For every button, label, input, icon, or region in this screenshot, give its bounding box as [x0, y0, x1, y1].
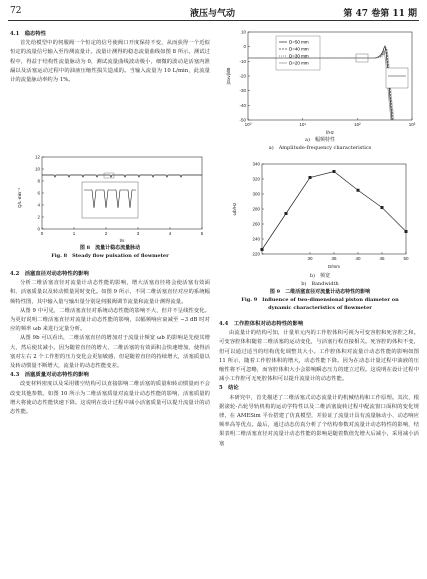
fig9a-ytick-label: 0	[243, 44, 246, 50]
fig8-chart	[14, 152, 210, 244]
fig9-caption	[222, 272, 418, 312]
fig9b-ytick-label: 280	[252, 206, 260, 212]
fig9-caption-cn: 图 9 二维活塞直径对流量计动态特性的影响	[269, 289, 371, 295]
fig9b-data-point	[405, 230, 408, 233]
issue-label: 第 47 卷第 11 期	[343, 9, 417, 19]
fig9a-ylabel: |Gxv|/dB	[226, 67, 231, 85]
section-4-1-paragraph: 首先给模型中的伺服阀一个恒定的信号使阀口开度保持不变，从而获得一个近似恒定的流量信号输入至待测流量计。流量计测得的稳态流量曲线如图 8 所示。测试过程中，得益于结构性流量脉动为 0，测试流量曲线波动极小，细微的波动是活塞内泄漏以及活塞运动过程中的油液压缩性损失造成的。当输入流量为 10 L/min，此流量计的流量脉动率约为 1%。	[10, 40, 210, 84]
fig9a-xtick-label: 10¹	[299, 122, 306, 127]
fig8-zoom-marker	[104, 173, 114, 178]
fig8-caption-en: Fig. 8 Steady flow pulsation of flowmeter	[51, 253, 169, 259]
fig9b-ylabel: ωb/Hz	[232, 202, 237, 216]
fig9b-ytick-label: 240	[252, 236, 260, 242]
fig9a-xtick-label: 10³	[408, 122, 416, 127]
fig9a-ytick-label: -10	[239, 58, 246, 64]
fig9b-data-point	[357, 189, 360, 192]
fig9a-legend-2: D=40 mm	[289, 46, 309, 52]
fig8-zoom-inset	[82, 182, 138, 218]
fig9b-sub-en: b) Bandwidth	[301, 281, 339, 287]
fig9b-data-point	[285, 212, 288, 215]
fig9b-ytick-label: 340	[252, 161, 260, 167]
fig8-ytick-label: 2	[37, 214, 40, 220]
section-4-2-p3: 从图 9b 可以看出，二维活塞直径的增加对于流量计频宽 ωb 的影响是先使其增大，然后使其减小。因为随着直径的增大，二维活塞的有效面积会快速增加，使得活塞对左右 2 个工作腔的压力变化会更加敏感，但是随着直径的持续增大，活塞质量以及转动惯量不断增大，流量计的动态性能变差。	[10, 335, 210, 370]
fig8-ytick-label: 8	[37, 178, 40, 184]
fig8-ytick-label: 4	[37, 202, 40, 208]
fig9b-data-point	[381, 206, 384, 209]
fig9a-legend-1: D=50 mm	[289, 39, 309, 45]
fig8-ytick-label: 6	[37, 190, 40, 196]
fig9-caption-en2: dynamic characteristics of flowmeter	[268, 305, 372, 311]
fig9b-xtick-label: 30	[307, 256, 313, 261]
fig9b-xtick-label: 50	[403, 256, 409, 261]
section-4-1-title: 4.1 稳态特性	[10, 31, 47, 37]
section-4-4-p1: 由流量计的结构可知，计量单元内的工作腔体积可视为可变容腔和死容腔之和。可变容腔体积随着二维活塞的运动变化，与活塞行程直接相关。死容腔的体积不变，但可以通过适当的结构优化调整其大小。工作腔体积对流量计动态性能的影响如图 11 所示，随着工作腔体积的增大，动态性能下降。因为在动态计量过程中油液的压缩性将不可忽略，而容腔体积大小会影响瞬态压力的建立过程。这说明在设计过程中减小工作腔可无死腔体积可以提升流量计的动态性能。	[219, 330, 419, 383]
fig8-caption	[10, 244, 210, 260]
fig8-xtick-label: 2	[104, 231, 108, 236]
fig8-xtick-label: 4	[168, 231, 172, 236]
fig8-xlabel: t/s	[119, 238, 125, 243]
left-column	[10, 30, 210, 85]
fig9b-xtick-label: 45	[379, 256, 385, 261]
fig9a-xlabel: f/Hz	[325, 130, 335, 135]
fig9b-ytick-label: 320	[252, 176, 260, 182]
fig9b-ytick-label: 260	[252, 221, 260, 227]
section-4-2-title: 4.2 活塞直径对动态特性的影响	[10, 271, 89, 277]
fig9a-ytick-label: -30	[239, 88, 246, 94]
fig9b-xlabel: D/mm	[328, 264, 340, 269]
page-number: 72	[10, 6, 22, 16]
fig9b-series-line	[262, 172, 406, 250]
section-5-title: 5 结论	[219, 385, 239, 392]
header-rule	[8, 20, 419, 21]
fig9a-zoom-inset	[386, 68, 408, 88]
fig8-xtick-label: 0	[40, 231, 44, 236]
section-4-2-p2: 从图 9 中可见，二维活塞直径对系统动态性能的影响不大，但并不呈线性变化。为更好说明二维活塞直径对流量计动态性能的影响，以幅频响应衰减至 −3 dB 时对应的频率 ωb 来进行定量分析。	[10, 307, 210, 333]
fig9a-ytick-label: 10	[240, 29, 246, 35]
fig8-ytick-label: 10	[34, 166, 40, 172]
fig8-caption-cn: 图 8 流量计稳态流量脉动	[79, 245, 141, 251]
section-5-p1: 本研究中，首先描述了二维活塞式动态流量计的机械结构和工作原理。其次，根据滚轮-凸轮导轨机构的运动学特性以及二维活塞旋转过程中配流窗口面积的变化规律，在 AMESim 平台搭建了仿真模型，并验证了流量计具有流量脉动小、动态响应频率高等优点。最后，通过动态仿真分析了个结构参数对流量计动态特性的影响，结果表明二维活塞直径对流量计动态性能的影响是随着数值先增大后减小，采用减小活塞	[219, 394, 419, 447]
fig9b-ytick-label: 220	[252, 251, 260, 257]
fig9b-data-point	[309, 176, 312, 179]
fig8-xtick-label: 5	[200, 231, 204, 236]
section-4-3-p1: 改变材料密度以及采用镂空结构可以直接影响二维活塞的质量和转动惯量而不会改变其他参数。如图 10 所示为二维活塞质量对流量计动态性能的影响，活塞质量的增大将使动态性能快速下降。这说明在设计过程中减小活塞质量可以提升流量计的动态性能。	[10, 381, 210, 416]
fig9a-sub-cn: a) 幅频特性	[305, 137, 335, 143]
fig9a-ytick-label: -20	[239, 73, 246, 79]
section-4-2-p1: 分析二维活塞直径对流量计动态性能的影响，增大活塞直径将会使活塞有效面积、活塞质量以及转动惯量同时变化。如图 9 所示，不同二维活塞直径对应的系统幅频特性图，其中输入量与输出量分别是伺服阀调节流量和流量计测得流量。	[10, 280, 210, 305]
fig9a-ytick-label: -40	[239, 102, 246, 108]
section-4-3-title: 4.3 活塞质量对动态特性的影响	[10, 372, 89, 379]
fig9b-xtick-label: 35	[331, 256, 337, 261]
right-column-lower	[219, 320, 419, 449]
fig9b-ytick-label: 300	[252, 191, 260, 197]
fig9b-data-point	[333, 170, 336, 173]
fig8-xtick-label: 1	[72, 231, 76, 236]
fig9a-xtick-label: 10²	[354, 122, 361, 127]
fig9a-legend	[276, 36, 320, 70]
fig9a-ytick-label: -50	[239, 117, 246, 123]
fig9-caption-en1: Fig. 9 Influence of two-dimensional piston diameter on	[241, 297, 399, 303]
fig9b-chart	[222, 158, 418, 270]
fig8-xtick-label: 3	[136, 231, 140, 236]
left-column-lower	[10, 270, 210, 417]
fig9a-chart	[222, 28, 418, 136]
fig8-ytick-label: 0	[37, 226, 40, 232]
fig9a-subcaption	[222, 136, 418, 152]
fig8-flow-line	[42, 175, 202, 177]
fig9a-legend-4: D=20 mm	[289, 60, 309, 66]
fig8-ylabel: Q/L·min⁻¹	[17, 188, 22, 208]
fig8-ytick-label: 12	[34, 154, 40, 160]
fig9a-curve-40	[248, 48, 393, 120]
fig9b-xtick-label: 40	[355, 256, 361, 261]
fig9b-sub-cn: b) 频宽	[309, 273, 331, 279]
fig9a-xtick-label: 10⁰	[244, 122, 252, 127]
journal-title: 液压与气动	[190, 9, 236, 19]
section-4-4-title: 4.4 工作腔体积对动态特性的影响	[219, 321, 304, 327]
fig9b-data-point	[261, 248, 264, 251]
fig9a-legend-3: D=30 mm	[289, 53, 309, 59]
fig9a-sub-en: a) Amplitude-frequency characteristics	[268, 145, 372, 151]
fig9a-curve-30	[248, 46, 394, 120]
